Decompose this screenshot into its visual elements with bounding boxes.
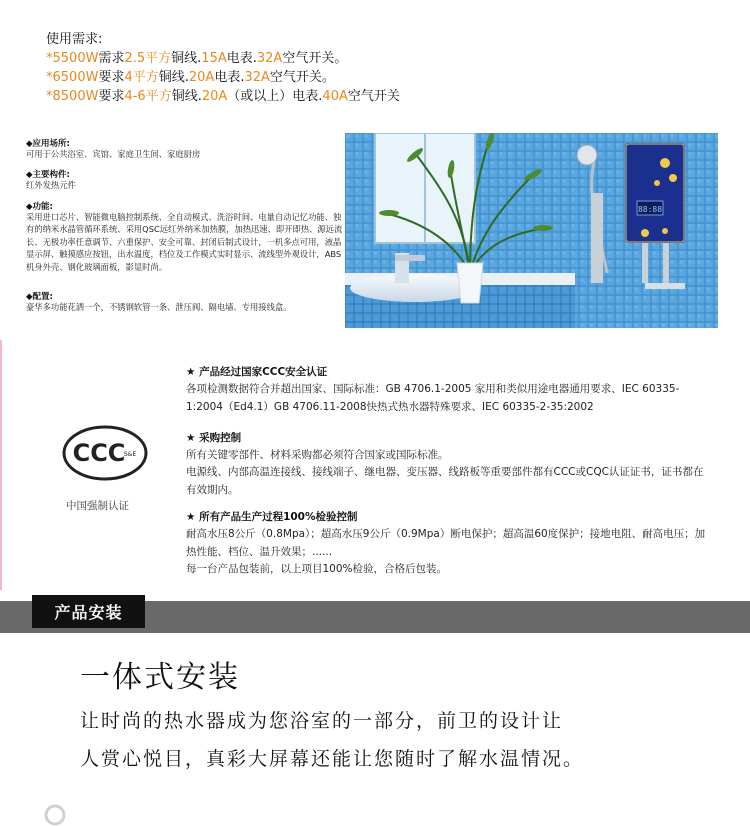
requirement-line-5500w bbox=[46, 47, 347, 66]
ccc-cert-title: ★ 产品经过国家CCC安全认证 bbox=[186, 366, 328, 378]
req-word: 要求 bbox=[98, 70, 125, 85]
purchase-control-text-2: 电源线、内部高温连接线、接线端子、继电器、变压器、线路板等重要部件都有CCC或CQC认证证书，证书都在有效期内。 bbox=[186, 466, 704, 496]
function-text: 采用进口芯片、智能微电脑控制系统、全自动模式、洗浴时间、电量自动记忆功能、独有的纳米水晶管循环系统、采用QSC远红外纳米加热膜，加热迅速、即开即热、源远流长、无极功率任意调节、六重保护、安全可靠、封闭后制式设计，一机多点可用，液晶显示屏、触摸感应按钮，出水温度，档位及工作模式实时显示、流线型外观设计，ABS机身外壳、钢化玻璃面板，影显时尚。 bbox=[26, 212, 343, 272]
requirements-heading: 使用需求: bbox=[46, 32, 103, 47]
parts-text: 红外发热元件 bbox=[26, 180, 76, 190]
svg-text:CCC: CCC bbox=[72, 439, 126, 467]
usage-title: ◆应用场所: bbox=[26, 139, 70, 149]
req-word: 需求 bbox=[98, 51, 125, 66]
switch-word: 空气开关。 bbox=[269, 70, 335, 85]
inspection-title: ★ 所有产品生产过程100%检验控制 bbox=[186, 511, 358, 523]
install-body-line-1: 让时尚的热水器成为您浴室的一部分，前卫的设计让 bbox=[80, 710, 564, 732]
feature-list bbox=[0, 128, 345, 338]
wire-size: 4平方 bbox=[124, 70, 159, 85]
switch-word: 空气开关。 bbox=[282, 51, 348, 66]
purchase-control-text-1: 所有关键零部件、材料采购都必须符合国家或国际标准。 bbox=[186, 449, 449, 461]
install-banner-label: 产品安装 bbox=[32, 595, 145, 628]
usage-text: 可用于公共浴室、宾馆、家庭卫生间、家庭厨房 bbox=[26, 149, 201, 159]
heater-display-text: 88:88 bbox=[637, 205, 663, 214]
inspection-text-1: 耐高水压8公斤（0.8Mpa）；超高水压9公斤（0.9Mpa）断电保护；超高温60度保护；接地电阻、耐高电压；加热性能、档位、温升效果；...... bbox=[186, 528, 706, 558]
ccc-certification-logo-icon bbox=[62, 425, 148, 481]
cert-side-border bbox=[0, 340, 2, 590]
wire-word: 铜线. bbox=[158, 70, 189, 85]
wire-word: 铜线. bbox=[171, 51, 202, 66]
power-value: *6500W bbox=[46, 70, 99, 85]
purchase-control-title: ★ 采购控制 bbox=[186, 432, 242, 444]
power-value: *8500W bbox=[46, 89, 99, 104]
power-value: *5500W bbox=[46, 51, 99, 66]
meter-amp: 20A bbox=[188, 70, 215, 85]
meter-word: 电表. bbox=[226, 51, 257, 66]
parts-title: ◆主要构件: bbox=[26, 170, 70, 180]
water-heater-unit bbox=[625, 143, 685, 243]
switch-amp: 32A bbox=[244, 70, 270, 85]
config-text: 豪华多功能花洒一个，不锈钢软管一条、泄压阀、隔电墙、专用接线盒。 bbox=[26, 302, 292, 312]
cert-logo-label: 中国强制认证 bbox=[66, 500, 129, 512]
meter-word: 电表. bbox=[214, 70, 245, 85]
inspection-text-2: 每一台产品包装前，以上项目100%检验，合格后包装。 bbox=[186, 563, 448, 575]
bathroom-product-photo bbox=[345, 133, 718, 328]
wire-word: 铜线. bbox=[171, 89, 202, 104]
wire-size: 2.5平方 bbox=[124, 51, 172, 66]
req-word: 要求 bbox=[98, 89, 125, 104]
requirement-line-8500w bbox=[46, 85, 400, 104]
switch-amp: 32A bbox=[256, 51, 283, 66]
config-title: ◆配置: bbox=[26, 292, 53, 302]
ccc-cert-text: 各项检测数据符合并超出国家、国际标准：GB 4706.1-2005 家用和类似用途电器通用要求、IEC 60335-1:2004（Ed4.1）GB 4706.11-2008快热式热水器特殊要求、IEC 60335-2-35:2002 bbox=[186, 383, 680, 413]
wire-size: 4-6平方 bbox=[124, 89, 172, 104]
meter-word: （或以上）电表. bbox=[227, 89, 323, 104]
svg-text:S&E: S&E bbox=[123, 451, 137, 458]
meter-amp: 15A bbox=[201, 51, 227, 66]
install-body-line-2: 人赏心悦目，真彩大屏幕还能让您随时了解水温情况。 bbox=[80, 748, 585, 770]
install-title: 一体式安装 bbox=[80, 660, 240, 695]
requirement-line-6500w bbox=[46, 66, 335, 85]
switch-amp: 40A bbox=[322, 89, 348, 104]
switch-word: 空气开关 bbox=[347, 89, 400, 104]
function-title: ◆功能: bbox=[26, 202, 53, 212]
meter-amp: 20A bbox=[201, 89, 228, 104]
